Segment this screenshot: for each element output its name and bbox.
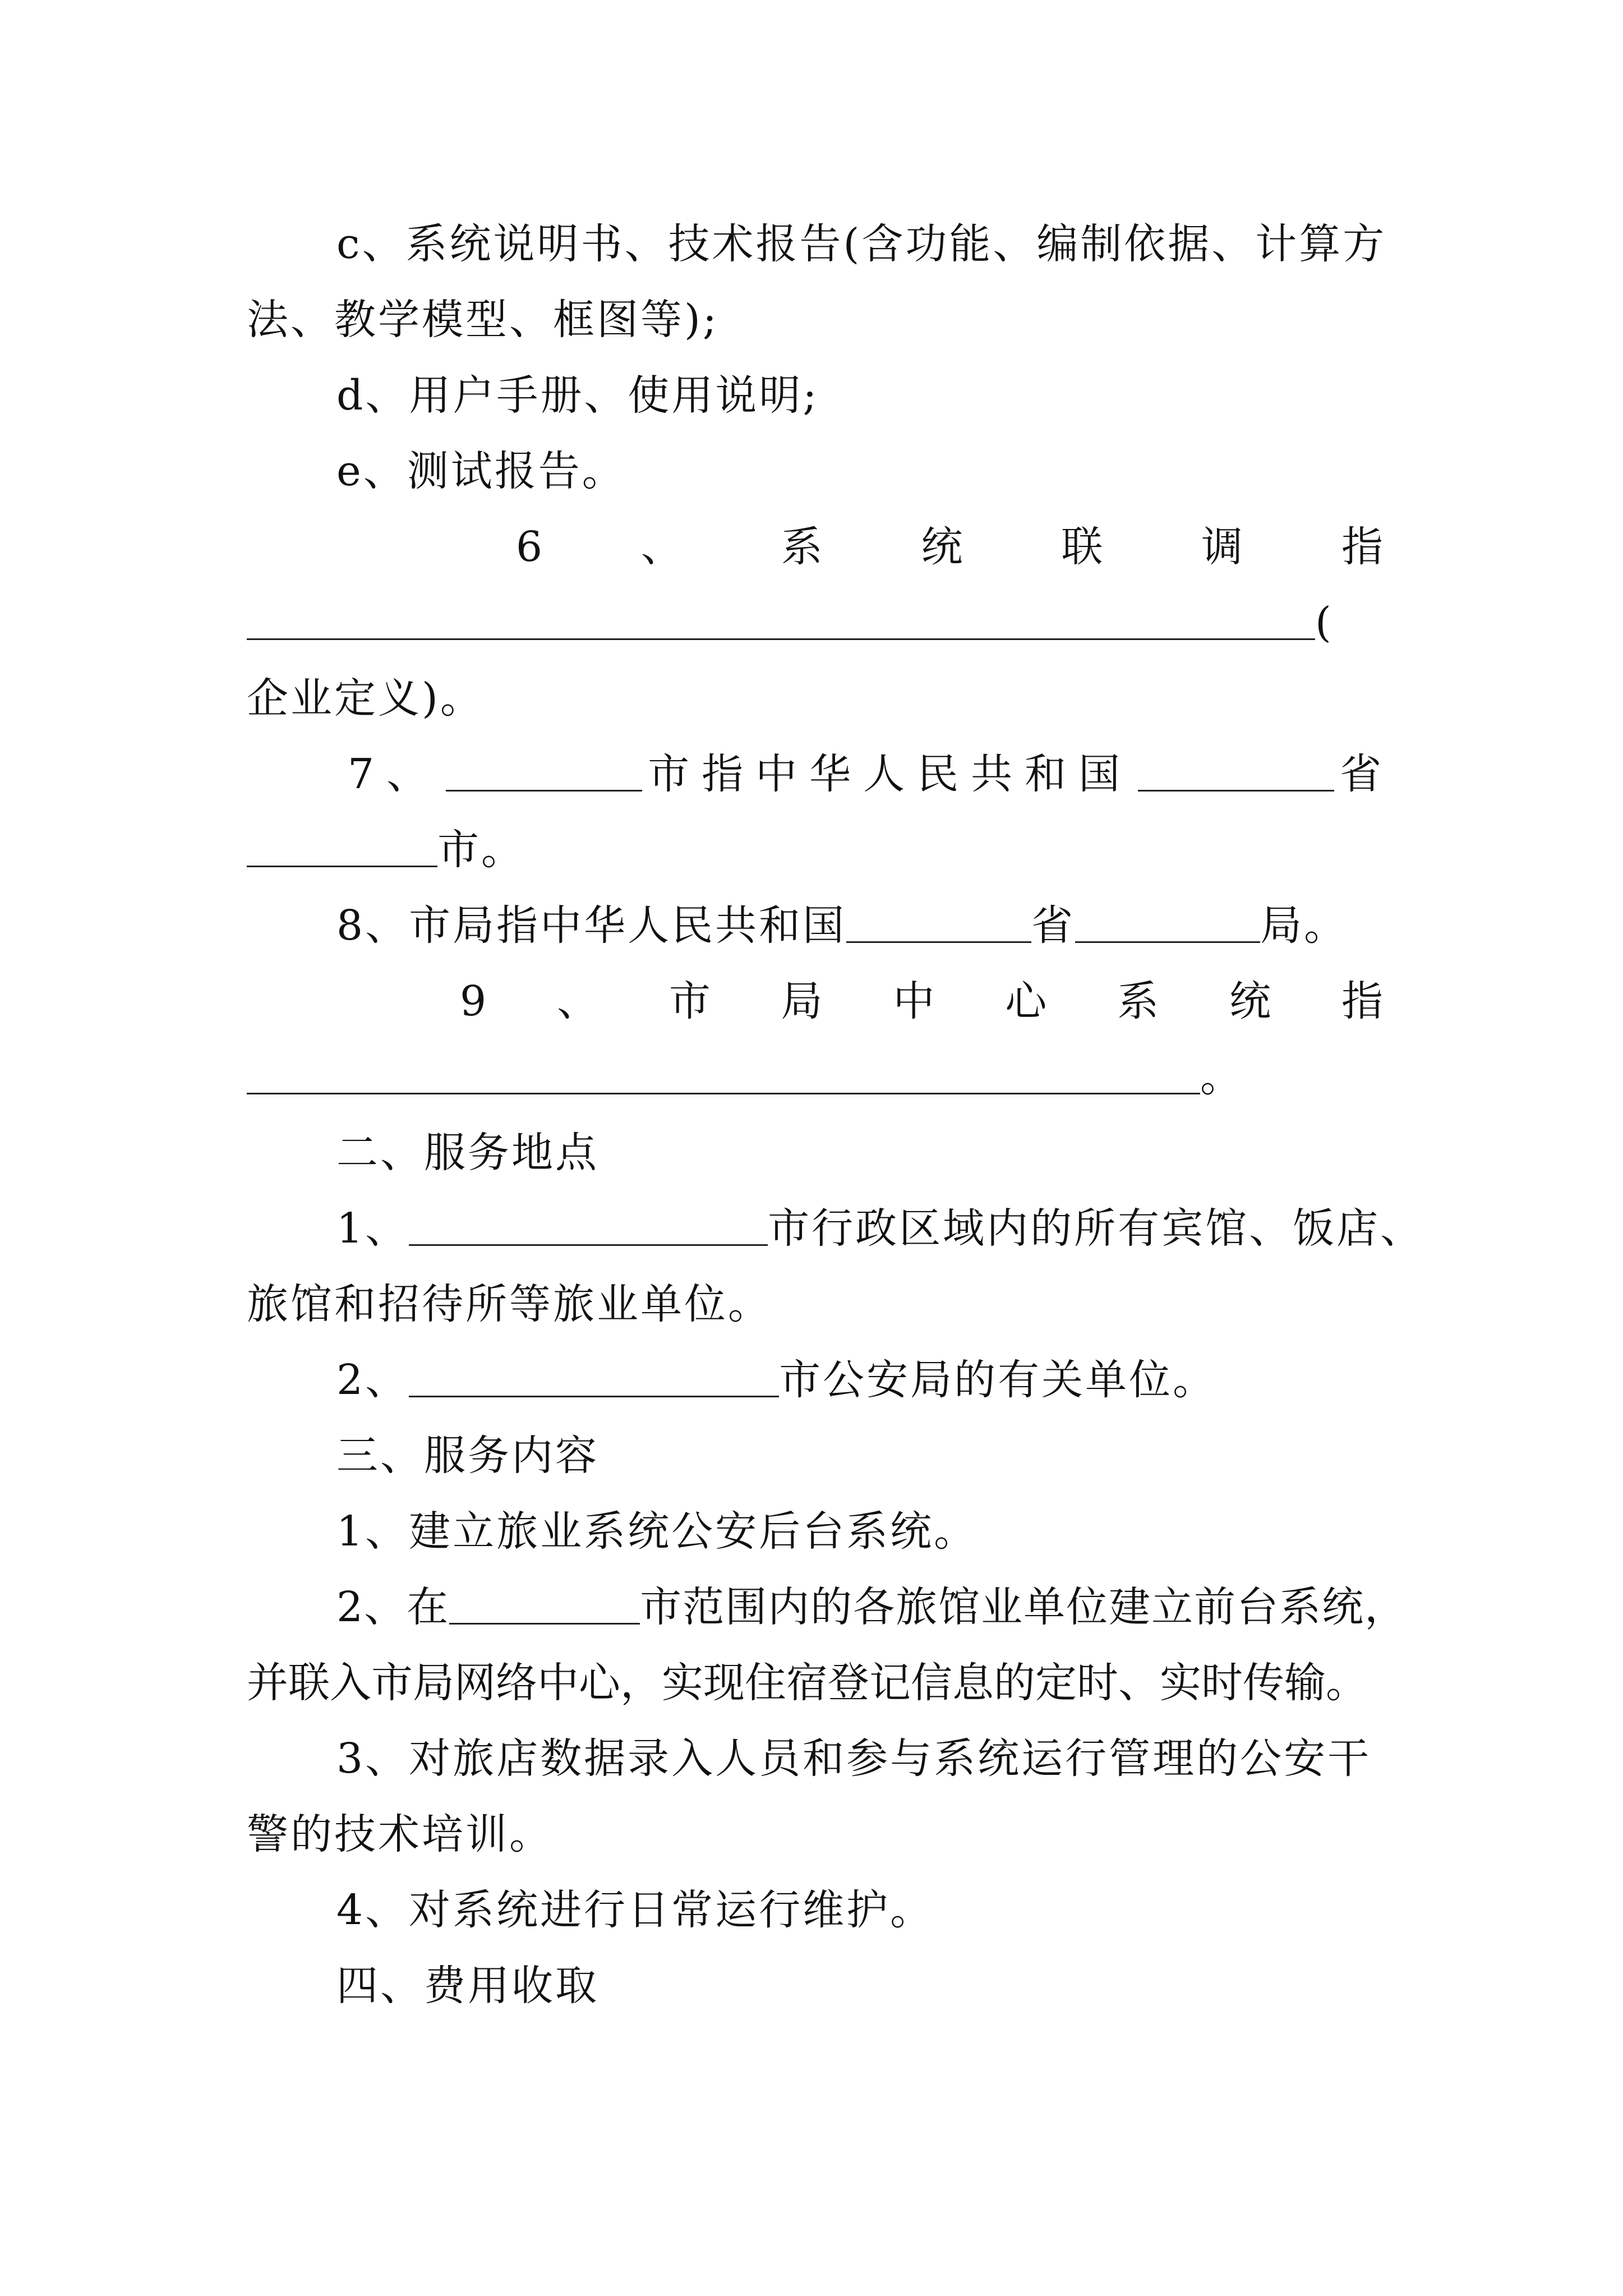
item-9-blank-line — [247, 1049, 1385, 1105]
paragraph-line: 旅馆和招待所等旅业单位。 — [247, 1280, 772, 1328]
word: 联 — [1061, 523, 1105, 571]
section-heading: 四、费用收取 — [336, 1962, 599, 2010]
item-number: 9 — [460, 977, 489, 1025]
item-number: 7、 — [348, 750, 441, 798]
item-text: 市行政区域内的所有宾馆、饭店、 — [768, 1204, 1424, 1253]
fill-in-blank[interactable] — [409, 1352, 779, 1397]
separator: 、 — [556, 977, 601, 1025]
fill-in-blank[interactable] — [409, 1200, 768, 1246]
item-text: 市。 — [437, 826, 525, 874]
word: 系 — [1117, 977, 1161, 1025]
word: 指 — [1341, 523, 1385, 571]
section-heading: 二、服务地点 — [336, 1129, 599, 1177]
item-9-heading — [460, 973, 1385, 1029]
fill-in-blank[interactable] — [1075, 898, 1260, 943]
paragraph-line: 并联入市局网络中心，实现住宿登记信息的定时、实时传输。 — [247, 1659, 1367, 1707]
paragraph-line — [336, 1579, 1408, 1635]
paragraph-line: 3、对旅店数据录入人员和参与系统运行管理的公安干 — [336, 1734, 1372, 1783]
fill-in-blank[interactable] — [247, 822, 437, 867]
paragraph-line: 警的技术培训。 — [247, 1810, 553, 1858]
word: 中 — [893, 977, 937, 1025]
item-6-heading — [516, 519, 1385, 575]
item-8-line — [336, 898, 1385, 954]
item-text: 市公安局的有关单位。 — [779, 1356, 1217, 1404]
paragraph-line — [336, 1352, 1385, 1408]
fill-in-blank[interactable] — [247, 1049, 1200, 1094]
paragraph-line: 企业定义)。 — [247, 674, 484, 723]
item-text: 8、市局指中华人民共和国 — [336, 901, 847, 950]
item-text: 。 — [1200, 1053, 1244, 1101]
separator: 、 — [640, 523, 685, 571]
paragraph-line: 法、教学模型、框图等); — [247, 296, 719, 344]
word: 指 — [1341, 977, 1385, 1025]
item-number: 1、 — [336, 1204, 409, 1253]
paragraph-line: 4、对系统进行日常运行维护。 — [336, 1886, 934, 1934]
paragraph-line: c、系统说明书、技术报告(含功能、编制依据、计算方 — [336, 220, 1387, 268]
item-text: 局。 — [1260, 901, 1348, 950]
open-paren: ( — [1315, 599, 1334, 647]
word: 局 — [781, 977, 825, 1025]
section-heading: 三、服务内容 — [336, 1432, 599, 1480]
paragraph-line: 1、建立旅业系统公安后台系统。 — [336, 1507, 978, 1556]
item-text: 市指中华人民共和国 — [648, 750, 1133, 798]
item-text: 市范围内的各旅馆业单位建立前台系统， — [640, 1583, 1408, 1631]
word: 统 — [1229, 977, 1274, 1025]
fill-in-blank[interactable] — [846, 898, 1031, 943]
paragraph-line: d、用户手册、使用说明; — [336, 371, 819, 420]
fill-in-blank[interactable] — [446, 746, 642, 792]
fill-in-blank[interactable] — [449, 1579, 640, 1625]
paragraph-line: e、测试报告。 — [336, 447, 626, 495]
word: 调 — [1201, 523, 1246, 571]
fill-in-blank[interactable] — [247, 595, 1315, 640]
word: 系 — [781, 523, 825, 571]
item-text: 省 — [1340, 750, 1394, 798]
item-text: 2、在 — [336, 1583, 450, 1631]
fill-in-blank[interactable] — [1138, 746, 1334, 792]
paragraph-line — [336, 1200, 1424, 1257]
item-number: 6 — [516, 523, 545, 571]
word: 统 — [921, 523, 965, 571]
item-7-line-2 — [247, 822, 1385, 878]
word: 心 — [1005, 977, 1049, 1025]
word: 市 — [668, 977, 713, 1025]
item-6-blank-line — [247, 595, 1385, 651]
item-7-line — [348, 746, 1394, 802]
item-number: 2、 — [336, 1356, 409, 1404]
item-text: 省 — [1031, 901, 1076, 950]
